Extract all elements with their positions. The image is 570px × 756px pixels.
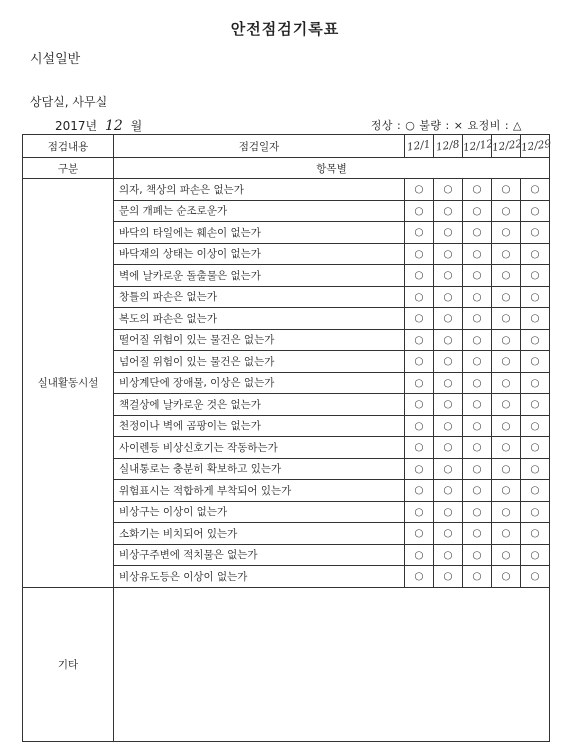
check-mark: ○ [492, 501, 521, 523]
page-title: 안전점검기록표 [230, 20, 340, 38]
check-mark: ○ [405, 265, 434, 287]
header-gubun: 구분 [23, 158, 114, 179]
item-label: 비상구는 이상이 없는가 [114, 501, 405, 523]
check-mark: ○ [434, 286, 463, 308]
date-text: 12/22 [491, 137, 523, 155]
check-mark: ○ [405, 222, 434, 244]
date-text: 12/29 [520, 137, 552, 155]
month-suffix: 월 [130, 119, 143, 133]
item-label: 비상유도등은 이상이 없는가 [114, 566, 405, 588]
check-mark: ○ [463, 179, 492, 201]
check-mark: ○ [492, 480, 521, 502]
etc-row [23, 587, 550, 741]
check-mark: ○ [521, 179, 550, 201]
check-mark: ○ [492, 243, 521, 265]
check-mark: ○ [463, 544, 492, 566]
check-mark: ○ [434, 243, 463, 265]
date-cell [492, 135, 521, 158]
check-mark: ○ [463, 480, 492, 502]
check-mark: ○ [463, 286, 492, 308]
check-mark: ○ [434, 351, 463, 373]
check-mark: ○ [521, 329, 550, 351]
section-label: 실내활동시설 [23, 179, 114, 588]
legend: 정상 : ○ 불량 : × 요정비 : △ [370, 119, 522, 132]
check-mark: ○ [434, 179, 463, 201]
check-mark: ○ [463, 308, 492, 330]
item-label: 위험표시는 적합하게 부착되어 있는가 [114, 480, 405, 502]
check-mark: ○ [492, 286, 521, 308]
check-mark: ○ [463, 372, 492, 394]
item-label: 벽에 날카로운 돌출물은 없는가 [114, 265, 405, 287]
check-mark: ○ [521, 243, 550, 265]
check-mark: ○ [405, 351, 434, 373]
date-cell [463, 135, 492, 158]
etc-notes-area [114, 587, 550, 741]
item-label: 떨어질 위험이 있는 물건은 없는가 [114, 329, 405, 351]
check-mark: ○ [434, 501, 463, 523]
header-row-dates [23, 135, 550, 158]
check-mark: ○ [434, 437, 463, 459]
check-mark: ○ [521, 265, 550, 287]
category-label: 시설일반 [30, 52, 81, 67]
check-mark: ○ [492, 566, 521, 588]
date-cell [405, 135, 434, 158]
check-mark: ○ [463, 394, 492, 416]
check-mark: ○ [521, 286, 550, 308]
check-mark: ○ [405, 394, 434, 416]
check-mark: ○ [463, 222, 492, 244]
check-mark: ○ [521, 480, 550, 502]
check-mark: ○ [492, 394, 521, 416]
check-mark: ○ [434, 544, 463, 566]
check-mark: ○ [521, 222, 550, 244]
date-text: 12/8 [435, 138, 461, 154]
check-mark: ○ [492, 523, 521, 545]
check-mark: ○ [405, 523, 434, 545]
check-mark: ○ [492, 437, 521, 459]
check-mark: ○ [405, 372, 434, 394]
year-text: 2017년 [55, 119, 98, 133]
item-label: 의자, 책상의 파손은 없는가 [114, 179, 405, 201]
check-mark: ○ [463, 566, 492, 588]
check-mark: ○ [463, 458, 492, 480]
check-mark: ○ [463, 351, 492, 373]
item-label: 복도의 파손은 없는가 [114, 308, 405, 330]
check-mark: ○ [492, 222, 521, 244]
check-mark: ○ [521, 523, 550, 545]
check-mark: ○ [521, 200, 550, 222]
check-mark: ○ [405, 200, 434, 222]
check-mark: ○ [405, 415, 434, 437]
item-label: 비상계단에 장애물, 이상은 없는가 [114, 372, 405, 394]
check-mark: ○ [521, 437, 550, 459]
item-label: 넘어질 위험이 있는 물건은 없는가 [114, 351, 405, 373]
check-mark: ○ [463, 501, 492, 523]
date-text: 12/1 [406, 138, 432, 154]
date-line [55, 117, 142, 134]
check-mark: ○ [492, 544, 521, 566]
check-mark: ○ [521, 351, 550, 373]
check-mark: ○ [434, 222, 463, 244]
check-mark: ○ [521, 394, 550, 416]
check-mark: ○ [463, 329, 492, 351]
check-mark: ○ [434, 329, 463, 351]
check-mark: ○ [521, 372, 550, 394]
check-mark: ○ [492, 351, 521, 373]
item-label: 바닥재의 상태는 이상이 없는가 [114, 243, 405, 265]
item-label: 문의 개폐는 순조로운가 [114, 200, 405, 222]
item-label: 사이렌등 비상신호기는 작동하는가 [114, 437, 405, 459]
inspection-table [22, 134, 550, 742]
check-mark: ○ [492, 415, 521, 437]
table-row [23, 179, 550, 201]
check-mark: ○ [434, 200, 463, 222]
check-mark: ○ [492, 265, 521, 287]
month-handwritten: 12 [104, 118, 123, 134]
check-mark: ○ [405, 286, 434, 308]
date-text: 12/12 [462, 137, 494, 155]
item-label: 바닥의 타일에는 훼손이 없는가 [114, 222, 405, 244]
check-mark: ○ [434, 480, 463, 502]
check-mark: ○ [405, 308, 434, 330]
check-mark: ○ [405, 329, 434, 351]
check-mark: ○ [521, 566, 550, 588]
header-items: 항목별 [114, 158, 550, 179]
header-row-gubun [23, 158, 550, 179]
date-cell [434, 135, 463, 158]
date-cell [521, 135, 550, 158]
check-mark: ○ [405, 480, 434, 502]
check-mark: ○ [463, 243, 492, 265]
check-mark: ○ [405, 544, 434, 566]
check-mark: ○ [405, 437, 434, 459]
location-label: 상담실, 사무실 [30, 95, 108, 109]
check-mark: ○ [434, 308, 463, 330]
check-mark: ○ [521, 308, 550, 330]
check-mark: ○ [434, 265, 463, 287]
item-label: 천정이나 벽에 곰팡이는 없는가 [114, 415, 405, 437]
check-mark: ○ [492, 308, 521, 330]
item-label: 비상구주변에 적치물은 없는가 [114, 544, 405, 566]
check-mark: ○ [434, 394, 463, 416]
check-mark: ○ [463, 265, 492, 287]
check-mark: ○ [521, 458, 550, 480]
item-label: 창틀의 파손은 없는가 [114, 286, 405, 308]
check-mark: ○ [434, 458, 463, 480]
check-mark: ○ [405, 243, 434, 265]
check-mark: ○ [521, 544, 550, 566]
header-content: 점검내용 [23, 135, 114, 158]
header-date-label: 점검일자 [114, 135, 405, 158]
check-mark: ○ [492, 179, 521, 201]
item-label: 소화기는 비치되어 있는가 [114, 523, 405, 545]
item-label: 책걸상에 날카로운 것은 없는가 [114, 394, 405, 416]
check-mark: ○ [434, 372, 463, 394]
check-mark: ○ [405, 179, 434, 201]
etc-label: 기타 [23, 587, 114, 741]
check-mark: ○ [463, 437, 492, 459]
check-mark: ○ [405, 458, 434, 480]
check-mark: ○ [492, 200, 521, 222]
check-mark: ○ [463, 415, 492, 437]
check-mark: ○ [521, 415, 550, 437]
check-mark: ○ [405, 566, 434, 588]
check-mark: ○ [492, 458, 521, 480]
check-mark: ○ [492, 372, 521, 394]
check-mark: ○ [492, 329, 521, 351]
check-mark: ○ [434, 523, 463, 545]
check-mark: ○ [521, 501, 550, 523]
check-mark: ○ [434, 566, 463, 588]
check-mark: ○ [463, 200, 492, 222]
check-mark: ○ [463, 523, 492, 545]
check-mark: ○ [405, 501, 434, 523]
item-label: 실내통로는 충분히 확보하고 있는가 [114, 458, 405, 480]
check-mark: ○ [434, 415, 463, 437]
